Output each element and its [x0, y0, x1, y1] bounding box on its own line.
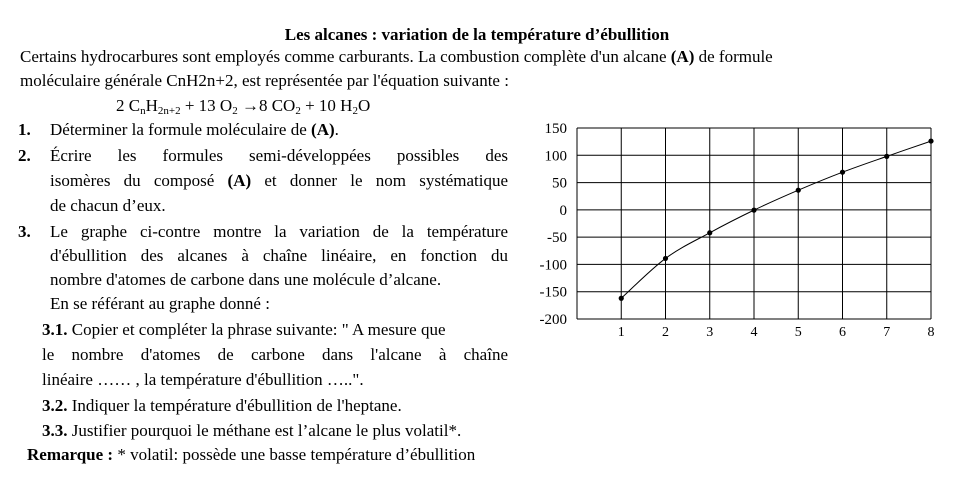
y-tick-label: 0 — [559, 202, 567, 219]
x-tick-label: 1 — [617, 325, 625, 340]
question-3-number: 3. — [18, 222, 31, 241]
y-tick-label: 100 — [544, 148, 567, 165]
data-point — [928, 138, 933, 143]
question-3-2: 3.2. Indiquer la température d'ébullition de l'heptane. — [42, 396, 402, 415]
arrow-icon: → — [237, 96, 259, 115]
x-tick-label: 4 — [750, 325, 758, 340]
x-tick-label: 8 — [927, 325, 935, 340]
question-3-1-line-2: le nombre d'atomes de carbone dans l'alcane à chaîne — [42, 345, 508, 364]
question-2-number: 2. — [18, 146, 31, 165]
question-3-line-3: nombre d'atomes de carbone dans une molécule d’alcane. — [50, 270, 442, 289]
data-point — [840, 170, 845, 175]
data-point — [619, 296, 624, 301]
data-point — [707, 230, 712, 235]
intro-text-end: de formule — [694, 47, 773, 66]
y-tick-label: 150 — [544, 121, 567, 137]
question-3-line-2: d'ébullition des alcanes à chaîne linéaire, en fonction du — [50, 246, 508, 265]
question-3-line-4: En se référant au graphe donné : — [50, 294, 270, 313]
question-3-2-number: 3.2. — [42, 396, 68, 415]
x-tick-label: 6 — [839, 325, 846, 340]
question-3-1-line-3: linéaire …… , la température d'ébullition …..". — [42, 370, 364, 389]
y-tick-label: -200 — [539, 312, 567, 328]
x-tick-label: 3 — [706, 325, 714, 340]
compound-a-label: (A) — [670, 47, 695, 66]
x-tick-label: 5 — [794, 325, 802, 340]
combustion-equation: 2 $C_nH_{2n+2} + 13$ $O_2 \to 8$ $CO_2 + 10$ $H_2O$ — [116, 96, 371, 117]
question-3-line-1: Le graphe ci-contre montre la variation de la température — [50, 222, 508, 241]
question-3-3: 3.3. Justifier pourquoi le méthane est l’alcane le plus volatil*. — [42, 421, 462, 440]
question-2-line-1: Écrire les formules semi-développées possibles des — [50, 146, 508, 165]
data-point — [663, 256, 668, 261]
question-1-number: 1. — [18, 120, 31, 139]
remark-text: * volatil: possède une basse température d’ébullition — [113, 445, 476, 464]
question-3-1-number: 3.1. — [42, 320, 68, 339]
question-2-line-2: isomères du composé (A) et donner le nom systématique — [50, 171, 509, 190]
series-line — [621, 141, 931, 298]
data-point — [751, 208, 756, 213]
question-3-3-number: 3.3. — [42, 421, 68, 440]
y-tick-label: -50 — [547, 230, 567, 247]
question-3-1-line-1: 3.1. Copier et compléter la phrase suivante: " A mesure que — [42, 320, 446, 339]
x-tick-label: 7 — [883, 325, 891, 340]
exercise-title: Les alcanes : variation de la température d’ébullition — [284, 25, 670, 44]
remark-label: Remarque : — [27, 445, 114, 464]
intro-text: Certains hydrocarbures sont employés comme carburants. La combustion complète d'un alcane — [20, 47, 671, 66]
y-tick-label: 50 — [552, 175, 567, 192]
y-tick-label: -100 — [539, 257, 567, 274]
question-2-line-3: de chacun d’eux. — [50, 196, 166, 215]
x-tick-label: 2 — [662, 325, 669, 340]
intro-line-2: moléculaire générale CnH2n+2, est représentée par l'équation suivante : — [20, 71, 509, 90]
y-tick-label: -150 — [539, 284, 567, 301]
data-point — [884, 154, 889, 159]
data-point — [796, 188, 801, 193]
question-1: Déterminer la formule moléculaire de (A). — [50, 120, 339, 139]
